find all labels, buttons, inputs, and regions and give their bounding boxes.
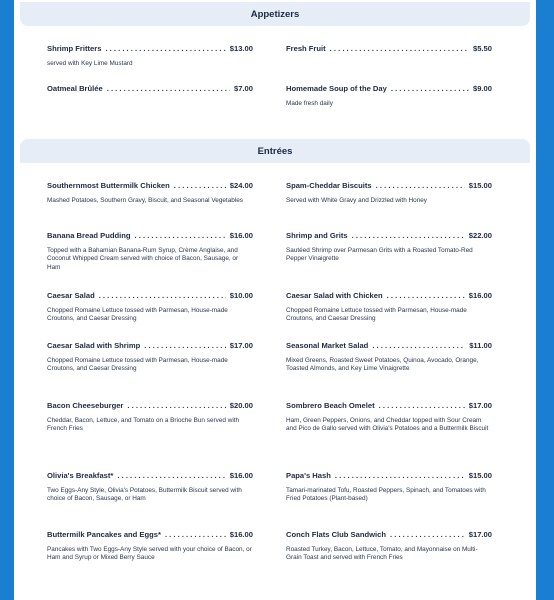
item-name: Spam-Cheddar Biscuits xyxy=(286,181,372,190)
dot-leader xyxy=(387,291,465,301)
item-price: $17.00 xyxy=(468,401,492,410)
item-name: Olivia's Breakfast* xyxy=(47,471,114,480)
menu-item xyxy=(286,341,492,374)
dot-leader xyxy=(107,84,230,94)
item-description: served with Key Lime Mustard xyxy=(47,60,133,67)
dot-leader xyxy=(376,181,465,191)
item-description: Chopped Romaine Lettuce tossed with Parmesan, House-made Croutons, and Caesar Dressing xyxy=(47,307,228,323)
menu-item xyxy=(286,291,492,324)
menu-item xyxy=(47,84,253,94)
appetizers-title: Appetizers xyxy=(250,8,300,20)
item-price: $17.00 xyxy=(468,530,492,539)
menu-item xyxy=(286,231,492,264)
entrees-header xyxy=(20,139,530,163)
item-price: $16.00 xyxy=(229,530,253,539)
item-name: Homemade Soup of the Day xyxy=(286,84,387,93)
item-name: Oatmeal Brûlée xyxy=(47,84,103,93)
item-description: Cheddar, Bacon, Lettuce, and Tomato on a Brioche Bun served with French Fries xyxy=(47,417,240,433)
item-price: $10.00 xyxy=(229,291,253,300)
item-description: Chopped Romaine Lettuce tossed with Parmesan, House-made Croutons, and Caesar Dressing xyxy=(47,357,228,373)
dot-leader xyxy=(330,44,469,54)
item-description: Roasted Turkey, Bacon, Lettuce, Tomato, and Mayonnaise on Multi-Grain Toast and served with French Fries xyxy=(286,546,478,562)
dot-leader xyxy=(105,44,225,54)
item-name: Caesar Salad with Chicken xyxy=(286,291,383,300)
item-price: $15.00 xyxy=(468,471,492,480)
item-price: $9.00 xyxy=(472,84,492,93)
dot-leader xyxy=(127,401,225,411)
appetizers-header xyxy=(20,2,530,26)
item-name: Seasonal Market Salad xyxy=(286,341,369,350)
menu-item xyxy=(47,471,253,504)
item-name: Bacon Cheeseburger xyxy=(47,401,124,410)
menu-item xyxy=(47,530,253,563)
dot-leader xyxy=(117,471,225,481)
item-description: Sautéed Shrimp over Parmesan Grits with a Roasted Tomato-Red Pepper Vinaigrette xyxy=(286,247,473,263)
menu-panel xyxy=(14,0,536,600)
item-name: Fresh Fruit xyxy=(286,44,326,53)
menu-item xyxy=(286,530,492,563)
menu-item xyxy=(47,231,253,272)
menu-item xyxy=(47,401,253,434)
dot-leader xyxy=(379,401,465,411)
item-price: $7.00 xyxy=(233,84,253,93)
menu-item xyxy=(286,84,492,108)
item-price: $16.00 xyxy=(229,471,253,480)
item-description: Chopped Romaine Lettuce tossed with Parmesan, House-made Croutons, and Caesar Dressing xyxy=(286,307,467,323)
item-description: Mixed Greens, Roasted Sweet Potatoes, Quinoa, Avocado, Orange, Toasted Almonds, and Key Lime Vinaigrette xyxy=(286,357,479,373)
item-description: Served with White Gravy and Drizzled with Honey xyxy=(286,197,428,204)
item-name: Southernmost Buttermilk Chicken xyxy=(47,181,170,190)
item-price: $24.00 xyxy=(229,181,253,190)
item-price: $17.00 xyxy=(229,341,253,350)
item-name: Banana Bread Pudding xyxy=(47,231,131,240)
item-name: Caesar Salad xyxy=(47,291,95,300)
item-price: $16.00 xyxy=(468,291,492,300)
menu-item xyxy=(286,471,492,504)
item-price: $15.00 xyxy=(468,181,492,190)
item-name: Buttermilk Pancakes and Eggs* xyxy=(47,530,161,539)
entrees-title: Entrées xyxy=(257,145,293,157)
dot-leader xyxy=(352,231,465,241)
dot-leader xyxy=(135,231,226,241)
dot-leader xyxy=(165,530,226,540)
item-description: Two Eggs-Any Style, Olivia's Potatoes, Buttermilk Biscuit served with choice of Bacon, Sausage, or Ham xyxy=(47,487,242,503)
item-description: Topped with a Bahamian Banana-Rum Syrup, Crème Anglaise, and Coconut Whipped Cream served with choice of Bacon, Sausage, or Ham xyxy=(47,247,239,271)
menu-item xyxy=(286,44,492,54)
item-description: Mashed Potatoes, Southern Gravy, Biscuit, and Seasonal Vegetables xyxy=(47,197,243,204)
item-description: Ham, Green Peppers, Onions, and Cheddar topped with Sour Cream and Pico de Gallo served with Olivia's Potatoes and a Buttermilk Biscuit xyxy=(286,417,489,433)
item-price: $5.50 xyxy=(472,44,492,53)
item-price: $16.00 xyxy=(229,231,253,240)
item-price: $22.00 xyxy=(468,231,492,240)
item-description: Pancakes with Two Eggs-Any Style served with your choice of Bacon, or Ham and Syrup or Mixed Berry Sauce xyxy=(47,546,252,562)
item-name: Shrimp and Grits xyxy=(286,231,348,240)
menu-item xyxy=(286,401,492,434)
item-price: $20.00 xyxy=(229,401,253,410)
item-name: Shrimp Fritters xyxy=(47,44,102,53)
dot-leader xyxy=(174,181,226,191)
item-name: Caesar Salad with Shrimp xyxy=(47,341,141,350)
menu-item xyxy=(47,341,253,374)
menu-item xyxy=(47,291,253,324)
dot-leader xyxy=(335,471,465,481)
dot-leader xyxy=(99,291,226,301)
menu-item xyxy=(286,181,492,205)
menu-item xyxy=(47,181,253,205)
item-description: Tamari-marinated Tofu, Roasted Peppers, Spinach, and Tomatoes with Fried Potatoes (Plant-based) xyxy=(286,487,486,503)
dot-leader xyxy=(144,341,226,351)
item-name: Papa's Hash xyxy=(286,471,331,480)
item-name: Sombrero Beach Omelet xyxy=(286,401,375,410)
dot-leader xyxy=(390,530,465,540)
item-price: $13.00 xyxy=(229,44,253,53)
item-name: Conch Flats Club Sandwich xyxy=(286,530,386,539)
dot-leader xyxy=(391,84,469,94)
menu-item xyxy=(47,44,253,68)
item-description: Made fresh daily xyxy=(286,100,333,107)
item-price: $11.00 xyxy=(469,341,492,350)
dot-leader xyxy=(372,341,465,351)
